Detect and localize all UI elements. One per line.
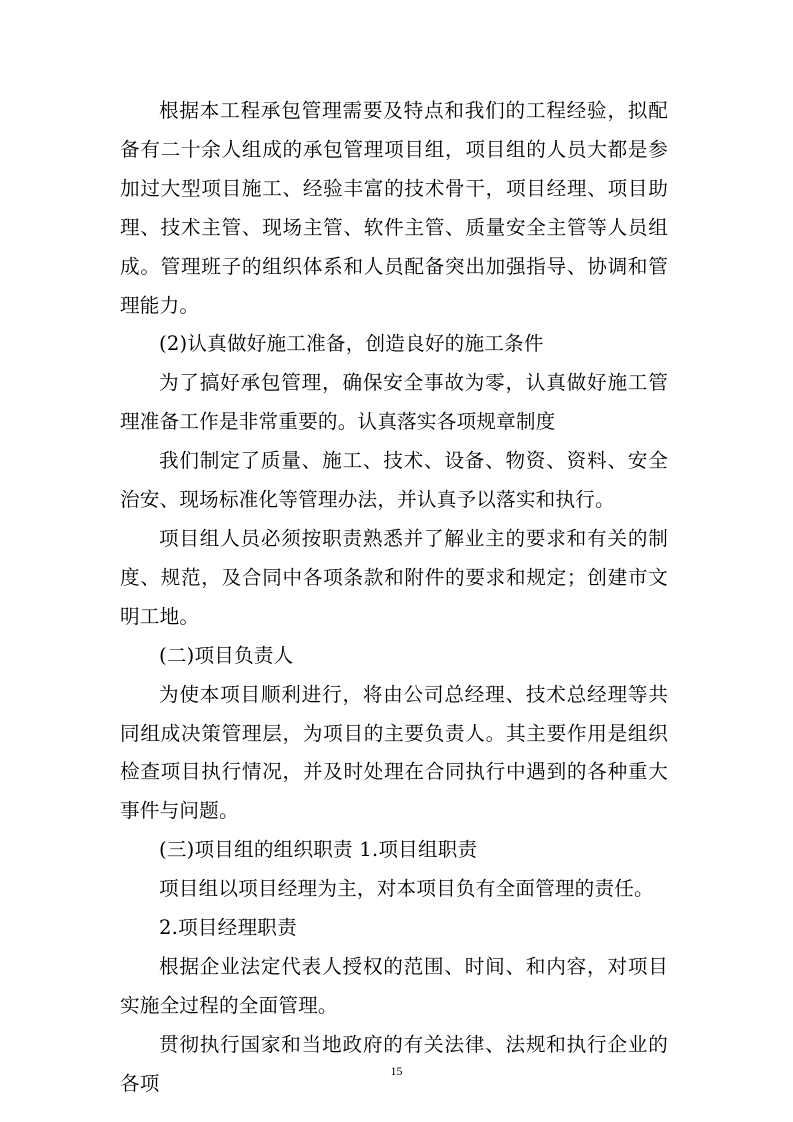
paragraph-preparation: 为了搞好承包管理，确保安全事故为零，认真做好施工管理准备工作是非常重要的。认真落实各项规章制度 <box>120 371 668 434</box>
paragraph-team-responsibilities: 项目组以项目经理为主，对本项目负有全面管理的责任。 <box>159 877 654 901</box>
page-number: 15 <box>390 1064 403 1078</box>
heading-construction-preparation: (2)认真做好施工准备，创造良好的施工条件 <box>159 332 544 356</box>
paragraph-manager-authority: 根据企业法定代表人授权的范围、时间、和内容，对项目实施全过程的全面管理。 <box>120 954 668 1017</box>
paragraph-team-duties: 项目组人员必须按职责熟悉并了解业主的要求和有关的制度、规范，及合同中各项条款和附件的要求和规定；创建市文明工地。 <box>120 526 668 628</box>
heading-manager-responsibilities: 2.项目经理职责 <box>159 916 297 940</box>
paragraph-management-methods: 我们制定了质量、施工、技术、设备、物资、资料、安全治安、现场标准化等管理办法，并认真予以落实和执行。 <box>120 449 668 512</box>
document-body <box>120 92 668 1104</box>
paragraph-project-leader: 为使本项目顺利进行，将由公司总经理、技术总经理等共同组成决策管理层，为项目的主要负责人。其主要作用是组织检查项目执行情况，并及时处理在合同执行中遇到的各种重大事件与问题。 <box>120 682 668 823</box>
heading-team-responsibilities: (三)项目组的组织职责 1.项目组职责 <box>159 838 478 862</box>
paragraph-laws-compliance: 贯彻执行国家和当地政府的有关法律、法规和执行企业的各项 <box>120 1032 668 1095</box>
paragraph-staffing: 根据本工程承包管理需要及特点和我们的工程经验，拟配备有二十余人组成的承包管理项目组，项目组的人员大都是参加过大型项目施工、经验丰富的技术骨干，项目经理、项目助理、技术主管、现场主管、软件主管、质量安全主管等人员组成。管理班子的组织体系和人员配备突出加强指导、协调和管理能力。 <box>120 99 668 317</box>
heading-project-leader: (二)项目负责人 <box>159 643 294 667</box>
